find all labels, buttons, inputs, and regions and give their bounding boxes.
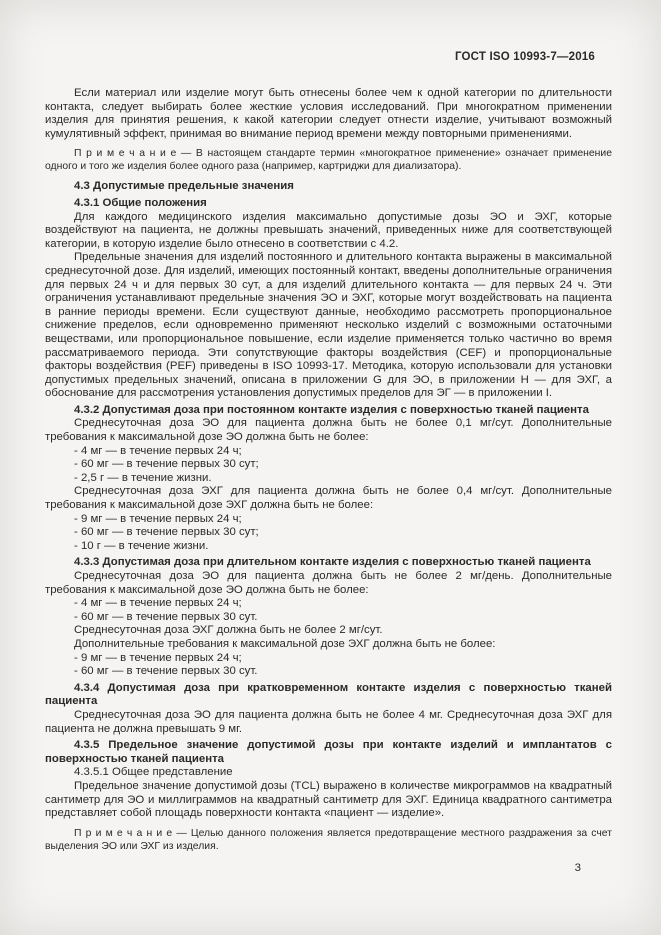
list-item: - 9 мг — в течение первых 24 ч; (74, 512, 242, 525)
section-heading: 4.3 Допустимые предельные значения (74, 180, 294, 193)
paragraph: Среднесуточная доза ЭХГ должна быть не более 2 мг/сут. (74, 624, 383, 637)
section-heading: 4.3.2 Допустимая доза при постоянном контакте изделия с поверхностью тканей пациента (74, 403, 589, 416)
list-item: - 60 мг — в течение первых 30 сут. (74, 665, 258, 678)
note-paragraph: П р и м е ч а н и е — Целью данного положения является предотвращение местного раздражения за счет выделения ЭО или ЭХГ из изделия. (45, 827, 612, 852)
list-item: - 4 мг — в течение первых 24 ч; (74, 444, 242, 457)
document-body (45, 87, 612, 853)
paragraph: Среднесуточная доза ЭО для пациента должна быть не более 4 мг. Среднесуточная доза ЭХГ для пациента не должна превышать 9 мг. (45, 708, 612, 735)
section-heading: 4.3.5 Предельное значение допустимой дозы при контакте изделий и имплантатов с поверхностью тканей пациента (45, 739, 612, 765)
list-item: - 2,5 г — в течение жизни. (74, 471, 212, 484)
paragraph: Среднесуточная доза ЭО для пациента должна быть не более 0,1 мг/сут. Дополнительные требования к максимальной дозе ЭО должна быть не более: (45, 417, 612, 444)
list-item: - 10 г — в течение жизни. (74, 539, 209, 552)
paragraph: Дополнительные требования к максимальной дозе ЭХГ должна быть не более: (74, 637, 496, 650)
note-paragraph: П р и м е ч а н и е — В настоящем стандарте термин «многократное применение» означает применение одного и того же изделия более одного раза (например, картриджи для диализатора). (45, 148, 612, 173)
paragraph: Предельные значения для изделий постоянного и длительного контакта выражены в максимальной среднесуточной дозе. Для изделий, имеющих постоянный контакт, введены дополнительные ограничения для первых 24 ч и для первых 30 сут, а для изделий длительного контакта — для первых 24 ч. Эти ограничения устанавливают предельные значения ЭО и ЭХГ, которые могут воздействовать на пациента в ранние периоды времени. Если существуют данные, необходимо рассмотреть пропорциональное снижение пределов, если одновременно применяют несколько изделий с возможными остаточными веществами, или пропорциональное повышение, если изделие применяется только частично во время рассматриваемого периода. Эти сопутствующие факторы воздействия (CEF) и пропорциональные факторы воздействия (PEF) приведены в ISO 10993-17. Методика, которую использовали для установки допустимых предельных значений, описана в приложении G для ЭО, в приложении H — для ЭХГ, а обоснование для рассмотрения установления допустимых пределов для ЭГ — в приложении I. (45, 251, 612, 400)
section-heading: 4.3.4 Допустимая доза при кратковременном контакте изделия с поверхностью тканей пациента (45, 681, 612, 708)
paragraph: Если материал или изделие могут быть отнесены более чем к одной категории по длительности контакта, следует выбирать более жесткие условия исследований. При многократном применении изделия для принятия решения, к какой категории следует отнести изделие, учитывают возможный кумулятивный эффект, принимая во внимание период времени между повторными применениями. (45, 87, 612, 140)
document-header: ГОСТ ISO 10993-7—2016 (454, 51, 595, 63)
list-item: - 60 мг — в течение первых 30 сут; (74, 458, 259, 471)
list-item: - 9 мг — в течение первых 24 ч; (74, 651, 242, 664)
subsection-heading: 4.3.5.1 Общее представление (74, 766, 233, 779)
paragraph: Среднесуточная доза ЭО для пациента должна быть не более 2 мг/день. Дополнительные требования к максимальной дозе ЭО должна быть не более: (45, 570, 612, 596)
list-item: - 4 мг — в течение первых 24 ч; (74, 597, 242, 610)
paragraph: Для каждого медицинского изделия максимально допустимые дозы ЭО и ЭХГ, которые воздействуют на пациента, не должны превышать значений, приведенных ниже для соответствующей категории, в которую изделие было отнесено в соответствии с 4.2. (45, 210, 612, 250)
section-heading: 4.3.3 Допустимая доза при длительном контакте изделия с поверхностью тканей пациента (74, 556, 591, 569)
section-heading: 4.3.1 Общие положения (74, 196, 207, 209)
list-item: - 60 мг — в течение первых 30 сут; (74, 526, 259, 539)
list-item: - 60 мг — в течение первых 30 сут. (74, 610, 258, 623)
page-number: 3 (574, 861, 581, 874)
paragraph: Предельное значение допустимой дозы (TCL) выражено в количестве микрограммов на квадратный сантиметр для ЭО и миллиграммов на квадратный сантиметр для ЭХГ. Единица квадратного сантиметра представляет собой площадь поверхности контакта «пациент — изделие». (45, 779, 612, 820)
paragraph: Среднесуточная доза ЭХГ для пациента должна быть не более 0,4 мг/сут. Дополнительные требования к максимальной дозе ЭХГ должна быть не более: (45, 485, 612, 512)
